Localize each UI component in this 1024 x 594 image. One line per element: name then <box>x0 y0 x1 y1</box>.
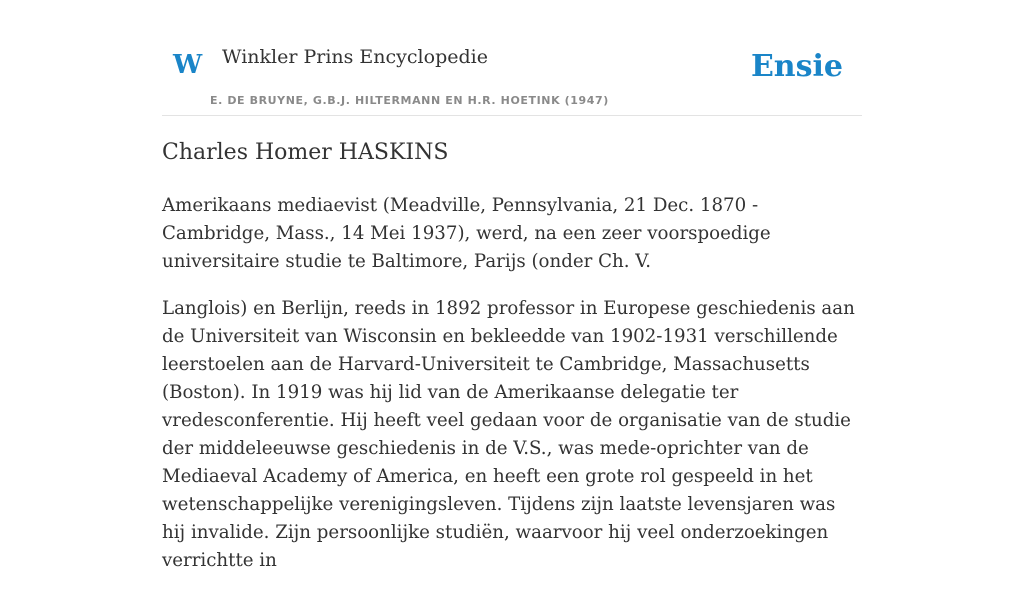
publication-logo[interactable]: W <box>173 50 203 80</box>
publication-header <box>162 40 862 116</box>
article-paragraph: Amerikaans mediaevist (Meadville, Pennsylvania, 21 Dec. 1870 - Cambridge, Mass., 14 Mei 1937), werd, na een zeer voorspoedige universitaire studie te Baltimore, Parijs (onder Ch. V. <box>162 195 771 272</box>
brand-logo[interactable]: Ensie <box>750 49 843 84</box>
publication-title[interactable]: Winkler Prins Encyclopedie <box>222 46 488 68</box>
article-body <box>162 192 864 594</box>
article-title: Charles Homer HASKINS <box>162 140 449 165</box>
article-paragraph: Langlois) en Berlijn, reeds in 1892 professor in Europese geschiedenis aan de Universiteit van Wisconsin en bekleedde van 1902-1931 verschillende leerstoelen aan de Harvard-Universiteit te Cambridge, Massachusetts (Boston). In 1919 was hij lid van de Amerikaanse delegatie ter vredesconferentie. Hij heeft veel gedaan voor de organisatie van de studie der middeleeuwse geschiedenis in de V.S., was mede-oprichter van de Mediaeval Academy of America, en heeft een grote rol gespeeld in het wetenschappelijke verenigingsleven. Tijdens zijn laatste levensjaren was hij invalide. Zijn persoonlijke studiën, waarvoor hij veel onderzoekingen verrichtte in <box>162 298 855 571</box>
publication-authors: E. DE BRUYNE, G.B.J. HILTERMANN EN H.R. HOETINK (1947) <box>210 94 609 107</box>
